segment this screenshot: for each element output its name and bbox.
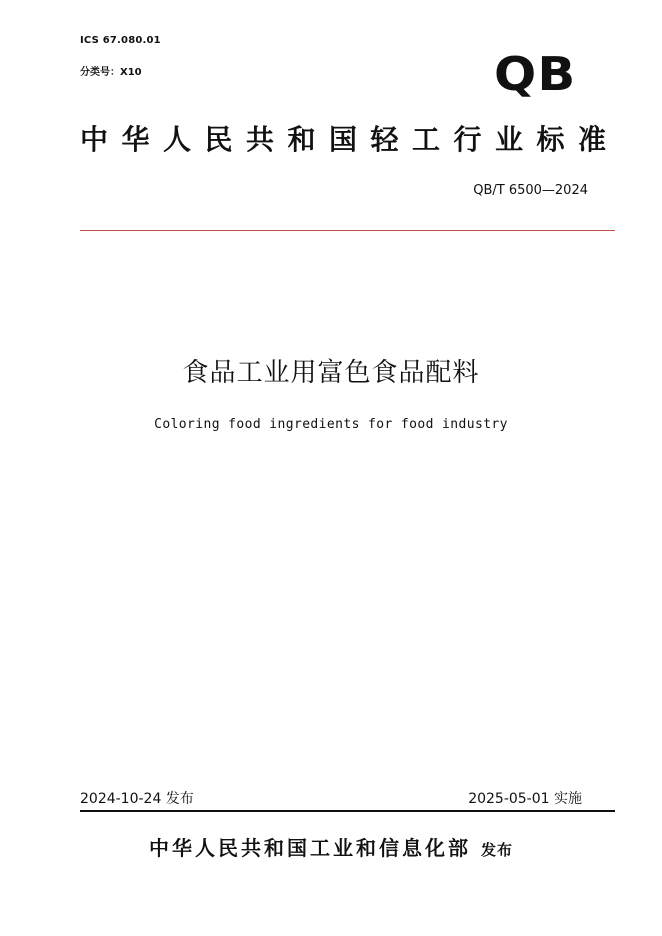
- bottom-divider: [80, 810, 615, 812]
- publisher-action: 发布: [480, 841, 513, 859]
- publisher: [0, 832, 662, 861]
- ics-code: ICS 67.080.01: [80, 35, 161, 46]
- document-title-en: Coloring food ingredients for food industry: [154, 417, 508, 432]
- standard-title: 中华人民共和国轻工行业标准: [80, 123, 620, 156]
- standard-code: QB/T 6500—2024: [473, 183, 588, 198]
- qb-logo: QB: [494, 47, 577, 101]
- publisher-org: 中华人民共和国工业和信息化部: [148, 836, 471, 860]
- implementation-date: 2025-05-01 实施: [468, 791, 582, 807]
- issue-date: 2024-10-24 发布: [80, 791, 194, 807]
- top-divider: [80, 230, 615, 231]
- classification-number: 分类号：X10: [80, 67, 142, 78]
- document-title-cn: 食品工业用富色食品配料: [182, 358, 480, 388]
